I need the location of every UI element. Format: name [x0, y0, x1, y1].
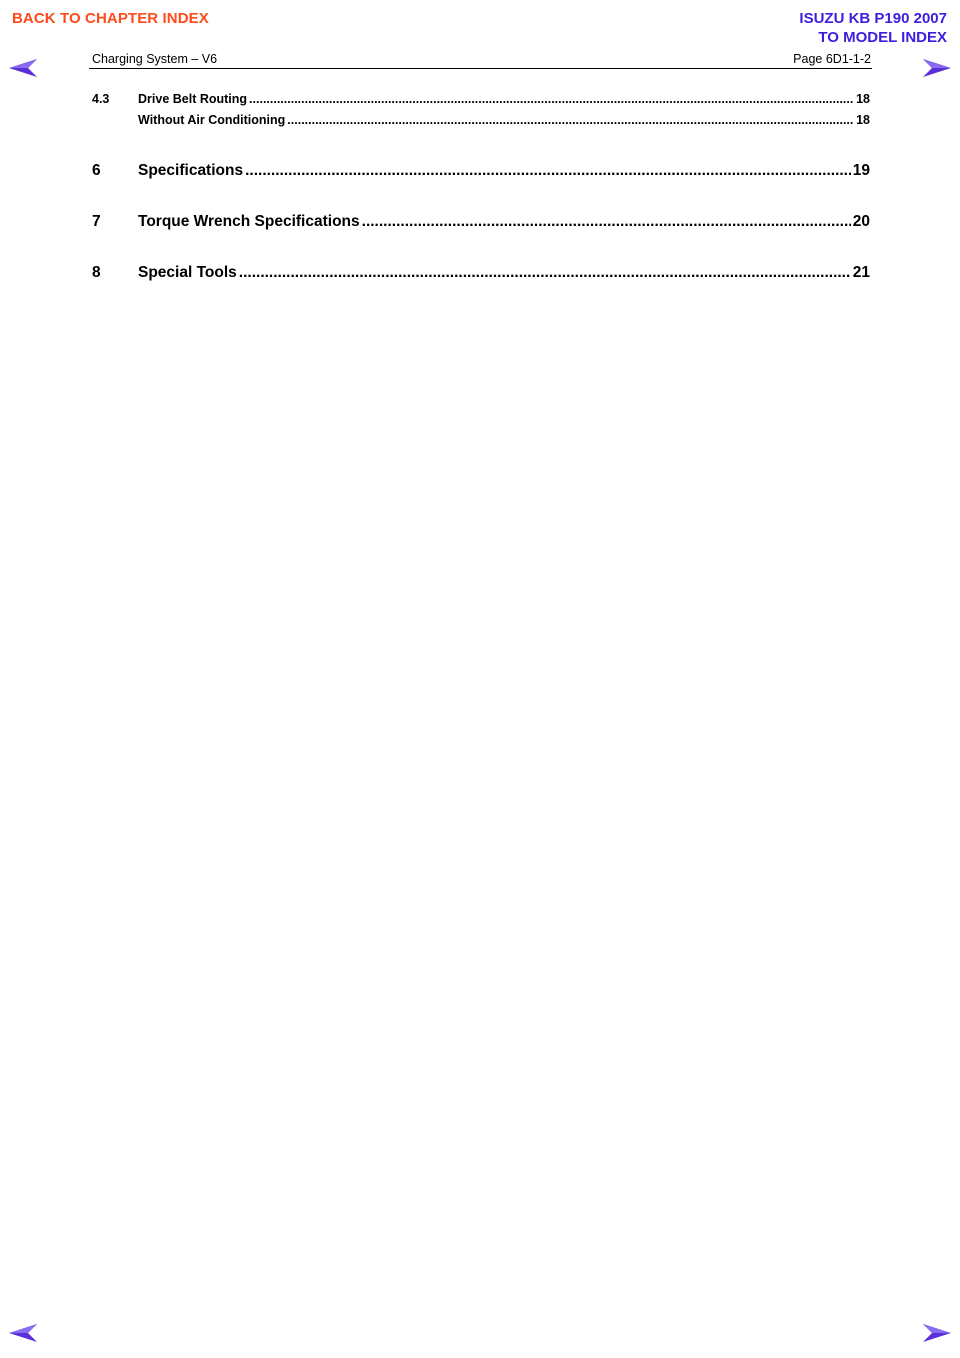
toc-entry[interactable] [92, 92, 870, 106]
toc-entry-page: 20 [852, 213, 870, 230]
toc-entry[interactable] [92, 113, 870, 127]
toc-entry-number: 7 [92, 213, 101, 230]
header-rule [89, 68, 872, 69]
toc-entry-page: 18 [856, 92, 870, 106]
toc-entry-title: Specifications [138, 162, 244, 179]
toc-entry-title: Torque Wrench Specifications [138, 213, 360, 230]
toc-entry[interactable] [92, 264, 870, 282]
toc-entry-page: 21 [852, 264, 870, 281]
previous-page-arrow-icon[interactable] [8, 58, 38, 78]
toc-entry[interactable] [92, 162, 870, 180]
toc-dot-leader [362, 213, 851, 231]
toc-entry-title: Without Air Conditioning [138, 113, 286, 127]
toc-entry-title: Special Tools [138, 264, 237, 281]
next-page-arrow-icon[interactable] [922, 58, 952, 78]
back-to-chapter-index-link[interactable]: BACK TO CHAPTER INDEX [12, 10, 209, 27]
to-model-index-link[interactable]: TO MODEL INDEX [818, 29, 947, 46]
toc-entry-title: Drive Belt Routing [138, 92, 248, 106]
next-page-arrow-bottom-icon[interactable] [922, 1323, 952, 1343]
previous-page-arrow-bottom-icon[interactable] [8, 1323, 38, 1343]
toc-entry-number: 4.3 [92, 92, 110, 106]
toc-dot-leader [287, 113, 854, 127]
toc-dot-leader [239, 264, 851, 282]
toc-entry-number: 8 [92, 264, 101, 281]
running-header-title: Charging System – V6 [92, 52, 218, 66]
toc-entry-page: 19 [852, 162, 870, 179]
toc-entry-page: 18 [856, 113, 870, 127]
model-title: ISUZU KB P190 2007 [799, 10, 947, 27]
running-header-page-number: Page 6D1-1-2 [793, 52, 871, 66]
toc-dot-leader [249, 92, 854, 106]
toc-entry-number: 6 [92, 162, 101, 179]
toc-dot-leader [245, 162, 851, 180]
toc-entry[interactable] [92, 213, 870, 231]
